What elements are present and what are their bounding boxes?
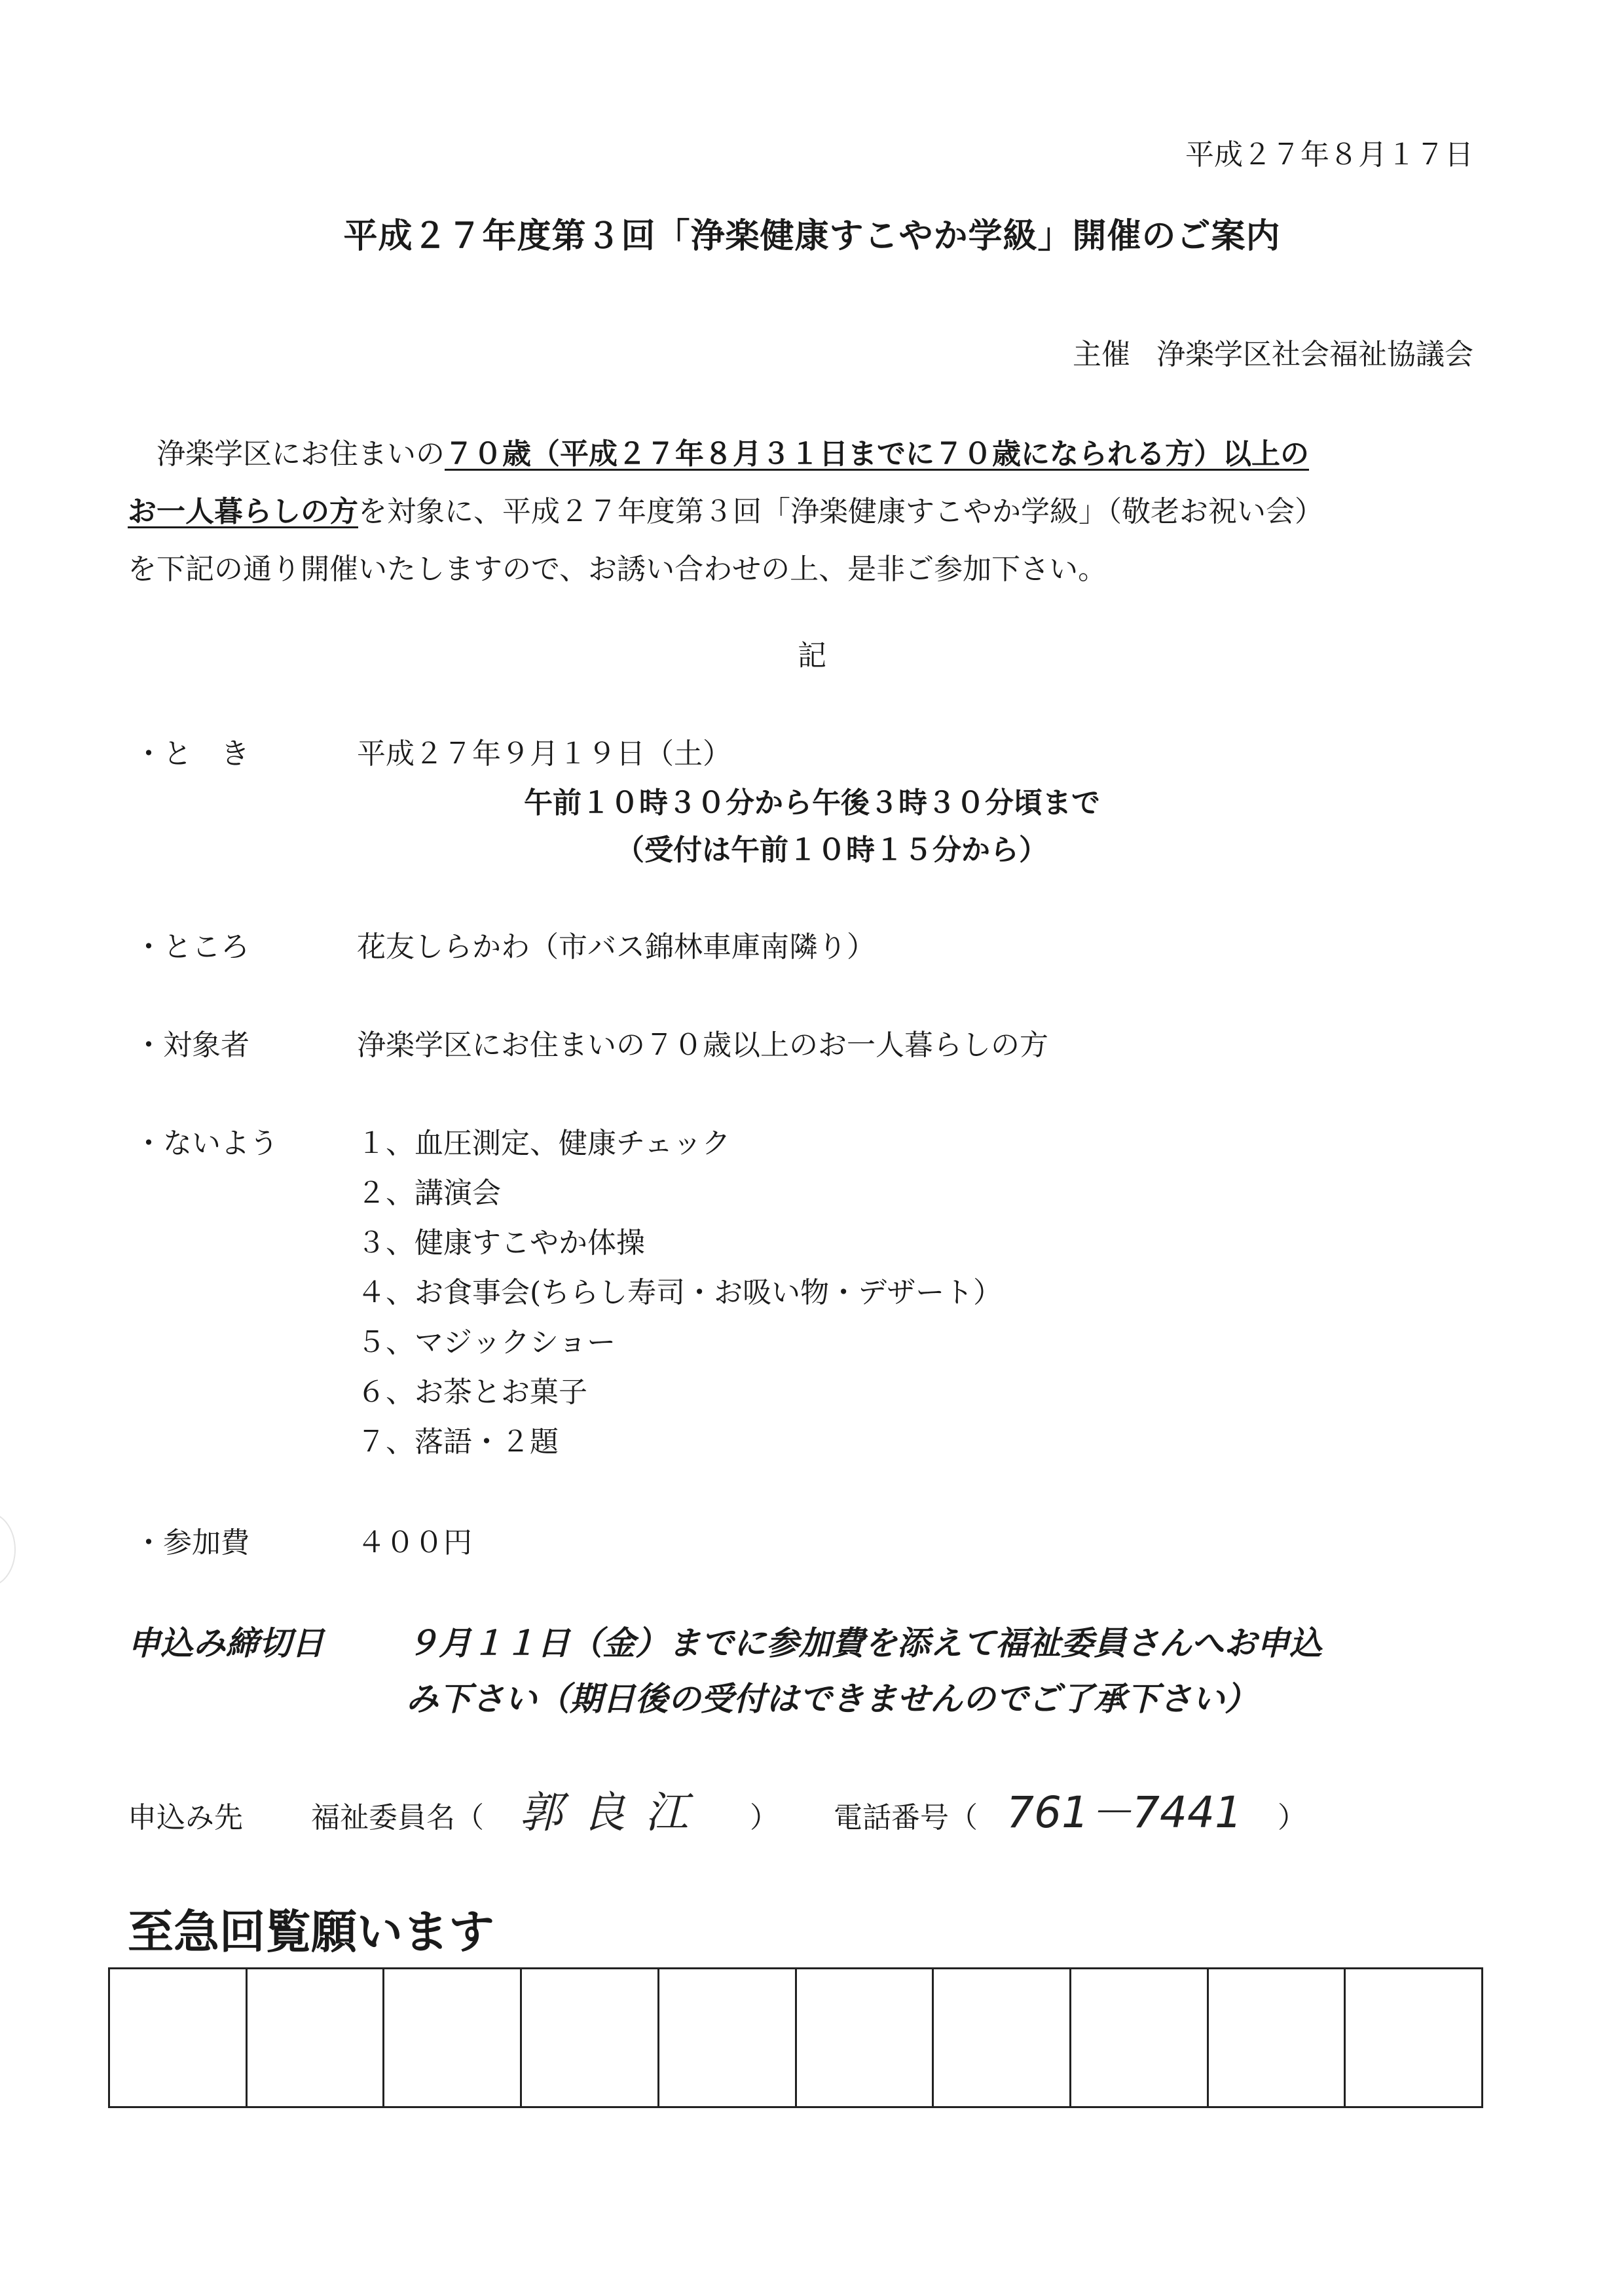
deadline-line-1: ９月１１日（金）までに参加費を添えて福祉委員さんへお申込 xyxy=(406,1624,1322,1662)
welfare-name-value: 郭良江 xyxy=(519,1787,708,1838)
welfare-name-label: 福祉委員名（ xyxy=(311,1801,484,1834)
circulation-heading: 至急回覧願います xyxy=(128,1905,494,1959)
stamp-cell xyxy=(522,1969,659,2106)
deadline-label: 申込み締切日 xyxy=(128,1624,324,1662)
organizer-label: 主催 xyxy=(1073,338,1130,371)
stamp-cell xyxy=(659,1969,797,2106)
target-label: ・対象者 xyxy=(134,1029,249,1062)
intro-paragraph xyxy=(128,426,1490,598)
fee-label: ・参加費 xyxy=(134,1526,249,1559)
intro-text-1u: ７０歳（平成２７年８月３１日までに７０歳になられる方）以上の xyxy=(445,437,1309,471)
phone-close: ） xyxy=(1277,1801,1306,1834)
stamp-cell xyxy=(384,1969,522,2106)
phone-value: 761－7441 xyxy=(1006,1787,1242,1838)
document-title: 平成２７年度第３回「浄楽健康すこやか学級」開催のご案内 xyxy=(343,216,1281,256)
when-label: ・と き xyxy=(134,737,249,771)
content-item-2: ２、講演会 xyxy=(357,1176,501,1210)
content-item-1: １、血圧測定、健康チェック xyxy=(357,1127,731,1160)
intro-text-2b: を対象に、平成２７年度第３回「浄楽健康すこやか学級」（敬老お祝い会） xyxy=(358,495,1323,528)
content-item-3: ３、健康すこやか体操 xyxy=(357,1226,645,1260)
apply-row xyxy=(128,1777,1306,1840)
welfare-name-close: ） xyxy=(750,1801,779,1834)
apply-label: 申込み先 xyxy=(128,1801,243,1834)
phone-label: 電話番号（ xyxy=(834,1801,978,1834)
place-label: ・ところ xyxy=(134,930,249,964)
content-item-5: ５、マジックショー xyxy=(357,1326,616,1359)
organizer-name: 浄楽学区社会福祉協議会 xyxy=(1156,338,1473,371)
target-value: 浄楽学区にお住まいの７０歳以上のお一人暮らしの方 xyxy=(357,1029,1048,1062)
stamp-cell xyxy=(1209,1969,1346,2106)
stamp-cell xyxy=(248,1969,385,2106)
stamp-cell xyxy=(1071,1969,1209,2106)
document-date: 平成２７年８月１７日 xyxy=(1185,138,1473,172)
stamp-cell xyxy=(797,1969,934,2106)
stamp-cell xyxy=(1346,1969,1481,2106)
ki-heading: 記 xyxy=(798,639,826,672)
when-date: 平成２７年９月１９日（土） xyxy=(357,737,731,771)
punch-hole-mark xyxy=(0,1512,16,1587)
intro-text-1a: 浄楽学区にお住まいの xyxy=(157,437,445,471)
content-item-6: ６、お茶とお菓子 xyxy=(357,1376,587,1409)
fee-value: ４００円 xyxy=(357,1526,472,1559)
circulation-stamp-grid xyxy=(108,1967,1483,2108)
deadline-line-2: み下さい（期日後の受付はできませんのでご了承下さい） xyxy=(406,1679,1257,1718)
intro-text-2u: お一人暮らしの方 xyxy=(128,495,358,528)
stamp-cell xyxy=(934,1969,1071,2106)
when-time: 午前１０時３０分から午後３時３０分頃まで xyxy=(524,786,1100,820)
intro-text-3: を下記の通り開催いたしますので、お誘い合わせの上、是非ご参加下さい。 xyxy=(128,553,1107,586)
when-reception: （受付は午前１０時１５分から） xyxy=(616,833,1048,867)
content-item-4: ４、お食事会(ちらし寿司・お吸い物・デザート） xyxy=(357,1276,1003,1309)
place-value: 花友しらかわ（市バス錦林車庫南隣り） xyxy=(357,930,876,964)
stamp-cell xyxy=(110,1969,248,2106)
content-label: ・ないよう xyxy=(134,1127,278,1160)
organizer xyxy=(1073,331,1473,373)
content-item-7: ７、落語・２題 xyxy=(357,1425,559,1459)
